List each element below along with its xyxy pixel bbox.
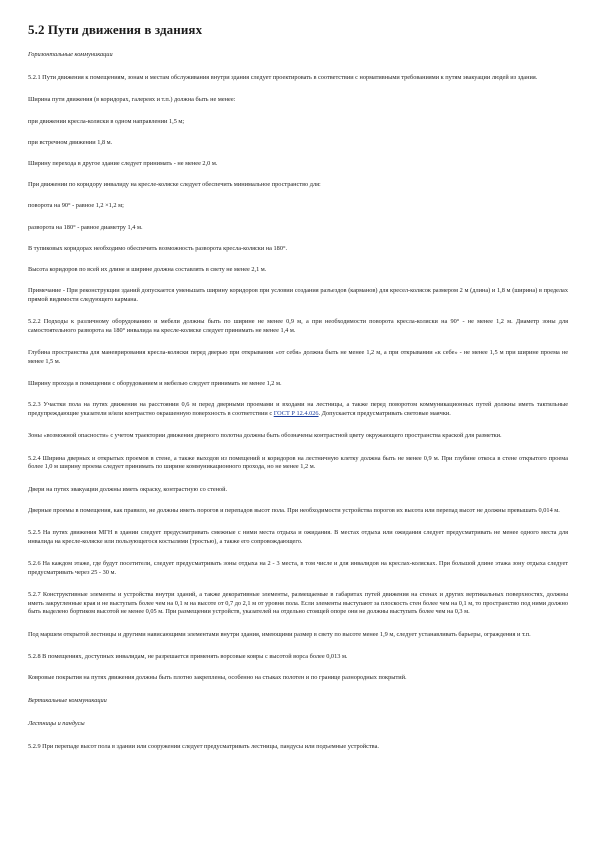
- paragraph-passage-width: Ширину перехода в другое здание следует принимать - не менее 2,0 м.: [28, 160, 218, 168]
- paragraph-door-color: Двери на путях эвакуации должны иметь окраску, контрастную со стеной.: [28, 485, 228, 493]
- paragraph-thresholds: Дверные проемы в помещения, как правило, не должны иметь порогов и перепадов высот пола. При необходимости устройства порогов их высота или перепад высот не должны превышать 0,014 м.: [28, 506, 560, 514]
- paragraph-5-2-9: 5.2.9 При перепаде высот пола в здании или сооружении следует предусматривать лестницы, пандусы или подъемные устройства.: [28, 742, 379, 750]
- paragraph-5-2-3: [28, 401, 568, 418]
- paragraph-5-2-1: 5.2.1 Пути движения к помещениям, зонам и местам обслуживания внутри здания следует проектировать в соответствии с нормативными требованиями к путям эвакуации людей из здания.: [28, 74, 538, 82]
- paragraph-aisle-width: Ширину прохода в помещении с оборудованием и мебелью следует принимать не менее 1,2 м.: [28, 380, 282, 388]
- paragraph-oncoming: при встречном движении 1,8 м.: [28, 138, 113, 146]
- paragraph-note: Примечание - При реконструкции зданий допускается уменьшать ширину коридоров при условии создания разъездов (карманов) для кресел-колясок размером 2 м (длина) и 1,8 м (ширина) в пределах прямой видимости следующего кармана.: [28, 287, 568, 303]
- paragraph-5-2-7: 5.2.7 Конструктивные элементы и устройства внутри зданий, а также декоративные элементы, размещаемые в габаритах путей движения на стенах и других вертикальных поверхностях, должны иметь закругленные края и не выступать более чем на 0,1 м на высоте от 0,7 до 2,1 м от уровня пола. Если элементы выступают за плоскость стен более чем на 0,1 м, то пространство под ними должно быть выделено бортиком высотой не менее 0,05 м. При размещении устройств, указателей на отдельно стоящей опоре они не должны выступать более чем на 0,3 м.: [28, 591, 568, 616]
- paragraph-corridor-height: Высота коридоров по всей их длине и ширине должна составлять в свету не менее 2,1 м.: [28, 265, 267, 273]
- paragraph-5-2-5: 5.2.5 На путях движения МГН в здании следует предусматривать смежные с ними места отдыха и ожидания. В местах отдыха или ожидания следует предусматривать не менее одного места для инвалида на кресле-коляске или пользующегося костылями (тростью), а также его сопровождающего.: [28, 529, 568, 545]
- paragraph-turn-180: разворота на 180° - равное диаметру 1,4 м.: [28, 223, 143, 231]
- paragraph-corridor-space: При движении по коридору инвалиду на кресле-коляске следует обеспечить минимальное пространство для:: [28, 181, 321, 189]
- subsection-heading-vertical: Вертикальные коммуникации: [28, 696, 107, 704]
- gost-link[interactable]: ГОСТ Р 12.4.026: [273, 409, 319, 417]
- paragraph-danger-zones: Зоны «возможной опасности» с учетом траектории движения дверного полотна должны быть обозначены контрастной цвету окружающего пространства краской для разметки.: [28, 432, 502, 440]
- paragraph-5-2-3-tail: . Допускается предусматривать световые маячки.: [318, 409, 451, 417]
- paragraph-maneuver-depth: Глубина пространства для маневрирования кресла-коляски перед дверью при открывании «от себя» должна быть не менее 1,2 м, а при открывании «к себе» - не менее 1,5 м при ширине проема не менее 1,5 м.: [28, 349, 568, 365]
- paragraph-one-direction: при движении кресла-коляски в одном направлении 1,5 м;: [28, 117, 185, 125]
- paragraph-5-2-6: 5.2.6 На каждом этаже, где будут посетители, следует предусматривать зоны отдыха на 2 - 3 места, в том числе и для инвалидов на креслах-колясках. При большой длине этажа зону отдыха следует предусматривать через 25 - 30 м.: [28, 560, 568, 576]
- paragraph-turn-90: поворота на 90° - равное 1,2 ×1,2 м;: [28, 202, 124, 210]
- paragraph-carpets: Ковровые покрытия на путях движения должны быть плотно закреплены, особенно на стыках полотен и по границе разнородных покрытий.: [28, 674, 407, 682]
- paragraph-5-2-8: 5.2.8 В помещениях, доступных инвалидам, не разрешается применять ворсовые ковры с высотой ворса более 0,013 м.: [28, 653, 348, 661]
- document-page: [28, 22, 568, 765]
- paragraph-5-2-4: 5.2.4 Ширина дверных и открытых проемов в стене, а также выходов из помещений и коридоров на лестничную клетку должна быть не менее 0,9 м. При глубине откоса в стене открытого проема более 1,0 м ширину проема следует принимать по ширине коммуникационного прохода, но не менее 1,2 м.: [28, 454, 568, 471]
- subsection-heading-stairs: Лестницы и пандусы: [28, 719, 85, 727]
- section-title: 5.2 Пути движения в зданиях: [28, 22, 203, 37]
- paragraph-5-2-2: 5.2.2 Подходы к различному оборудованию и мебели должны быть по ширине не менее 0,9 м, а при необходимости поворота кресла-коляски на 90° - не менее 1,2 м. Диаметр зоны для самостоятельного разворота на 180° инвалида на кресле-коляске следует принимать не менее 1,4 м.: [28, 318, 568, 334]
- paragraph-overhang: Под маршем открытой лестницы и другими нависающими элементами внутри здания, имеющими размер в свету по высоте менее 1,9 м, следует устанавливать барьеры, ограждения и т.п.: [28, 630, 531, 638]
- subsection-heading-horizontal: Горизонтальные коммуникации: [28, 51, 113, 58]
- paragraph-dead-end: В тупиковых коридорах необходимо обеспечить возможность разворота кресла-коляски на 180°.: [28, 244, 288, 252]
- paragraph-5-2-3-text: 5.2.3 Участки пола на путях движения на расстоянии 0,6 м перед дверными проемами и входами на лестницы, а также перед поворотом коммуникационных путей должны иметь тактильные предупреждающие указатели и/или контрастно окрашенную поверхность в соответствии с: [28, 401, 568, 417]
- paragraph-width-intro: Ширина пути движения (в коридорах, галереях и т.п.) должна быть не менее:: [28, 96, 236, 104]
